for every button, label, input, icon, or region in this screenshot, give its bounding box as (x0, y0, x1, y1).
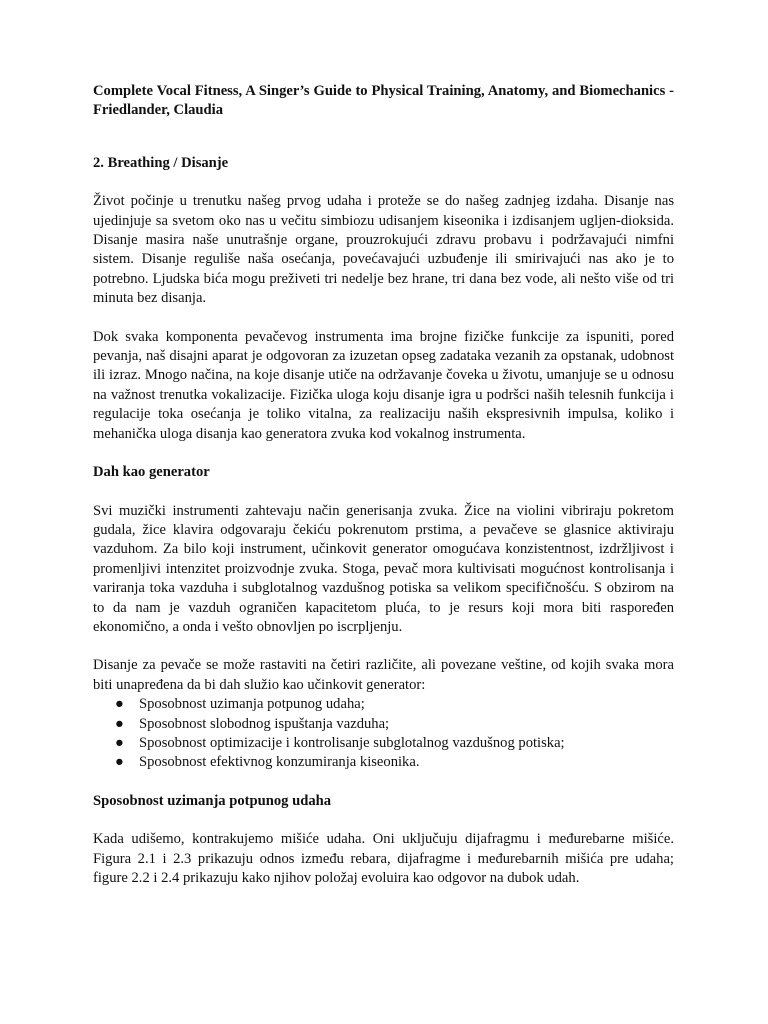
document-page (93, 82, 674, 888)
subheading-sposobnost-uzimanja: Sposobnost uzimanja potpunog udaha (93, 792, 332, 809)
paragraph-4: Disanje za pevače se može rastaviti na četiri različite, ali povezane veštine, od kojih svaka mora biti unapređena da bi dah služio kao učinkovit generator: (93, 657, 674, 693)
list-item-text: Sposobnost efektivnog konzumiranja kiseonika. (139, 754, 420, 771)
list-item (93, 753, 674, 772)
section-heading: 2. Breathing / Disanje (93, 154, 229, 171)
paragraph-2: Dok svaka komponenta pevačevog instrumenta ima brojne fizičke funkcije za ispuniti, pored pevanja, naš disajni aparat je odgovoran za izuzetan opseg zadataka vezanih za opstanak, udobnost ili izraz. Mnogo načina, na koje disanje utiče na održavanje čoveka u životu, umanjuje se u odnosu na važnost trenutka vokalizacije. Fizička uloga koju disanje igra u podršci naših telesnih funkcija i regulacije toka osećanja je toliko vitalna, za realizaciju naših ekspresivnih impulsa, koliko i mehanička uloga disanja kao generatora zvuka kod vokalnog instrumenta. (93, 328, 674, 442)
bullet-icon: ● (115, 715, 124, 732)
list-item (93, 715, 674, 734)
bullet-icon: ● (115, 734, 124, 751)
list-item-text: Sposobnost optimizacije i kontrolisanje subglotalnog vazdušnog potiska; (139, 734, 565, 751)
subheading-dah-kao-generator: Dah kao generator (93, 464, 210, 481)
document-title: Complete Vocal Fitness, A Singer’s Guide to Physical Training, Anatomy, and Biomechanics - Friedlander, Claudia (93, 83, 674, 119)
list-item (93, 734, 674, 753)
paragraph-3: Svi muzički instrumenti zahtevaju način generisanja zvuka. Žice na violini vibriraju pokretom gudala, žice klavira odgovaraju čekiću pokrenutom prstima, a pevačeve se glasnice aktiviraju vazduhom. Za bilo koji instrument, učinkovit generator omogućava konzistentnost, izdržljivost i promenljivi intenzitet proizvodnje zvuka. Stoga, pevač mora kultivisati mogućnost kontrolisanja i variranja toka vazduha i subglotalnog vazdušnog potiska sa velikom specifičnošću. S obzirom na to da nam je vazduh ograničen kapacitetom pluća, to je resurs koji mora biti raspoređen ekonomično, a onda i vešto obnovljen po iscrpljenju. (93, 502, 674, 635)
list-item (93, 695, 674, 714)
bullet-icon: ● (115, 696, 124, 713)
bullet-icon: ● (115, 754, 124, 771)
paragraph-1: Život počinje u trenutku našeg prvog udaha i proteže se do našeg zadnjeg izdaha. Disanje nas ujedinjuje sa svetom oko nas u večitu simbiozu udisanjem kiseonika i izdisanjem ugljen-dioksida. Disanje masira naše unutrašnje organe, prouzrokujući zdravu probavu i podržavajući nimfni sistem. Disanje reguliše naša osećanja, povećavajući uzbuđenje ili smirivajući nas ako je to potrebno. Ljudska bića mogu preživeti tri nedelje bez hrane, tri dana bez vode, ali nešto više od tri minuta bez disanja. (93, 193, 674, 307)
list-item-text: Sposobnost slobodnog ispuštanja vazduha; (139, 715, 390, 732)
bullet-list (93, 695, 674, 773)
list-item-text: Sposobnost uzimanja potpunog udaha; (139, 696, 365, 713)
paragraph-5: Kada udišemo, kontrakujemo mišiće udaha. Oni uključuju dijafragmu i međurebarne mišiće. Figura 2.1 i 2.3 prikazuju odnos između rebara, dijafragme i međurebarnih mišića pre udaha; figure 2.2 i 2.4 prikazuju kako njihov položaj evoluira kao odgovor na dubok udah. (93, 831, 674, 886)
